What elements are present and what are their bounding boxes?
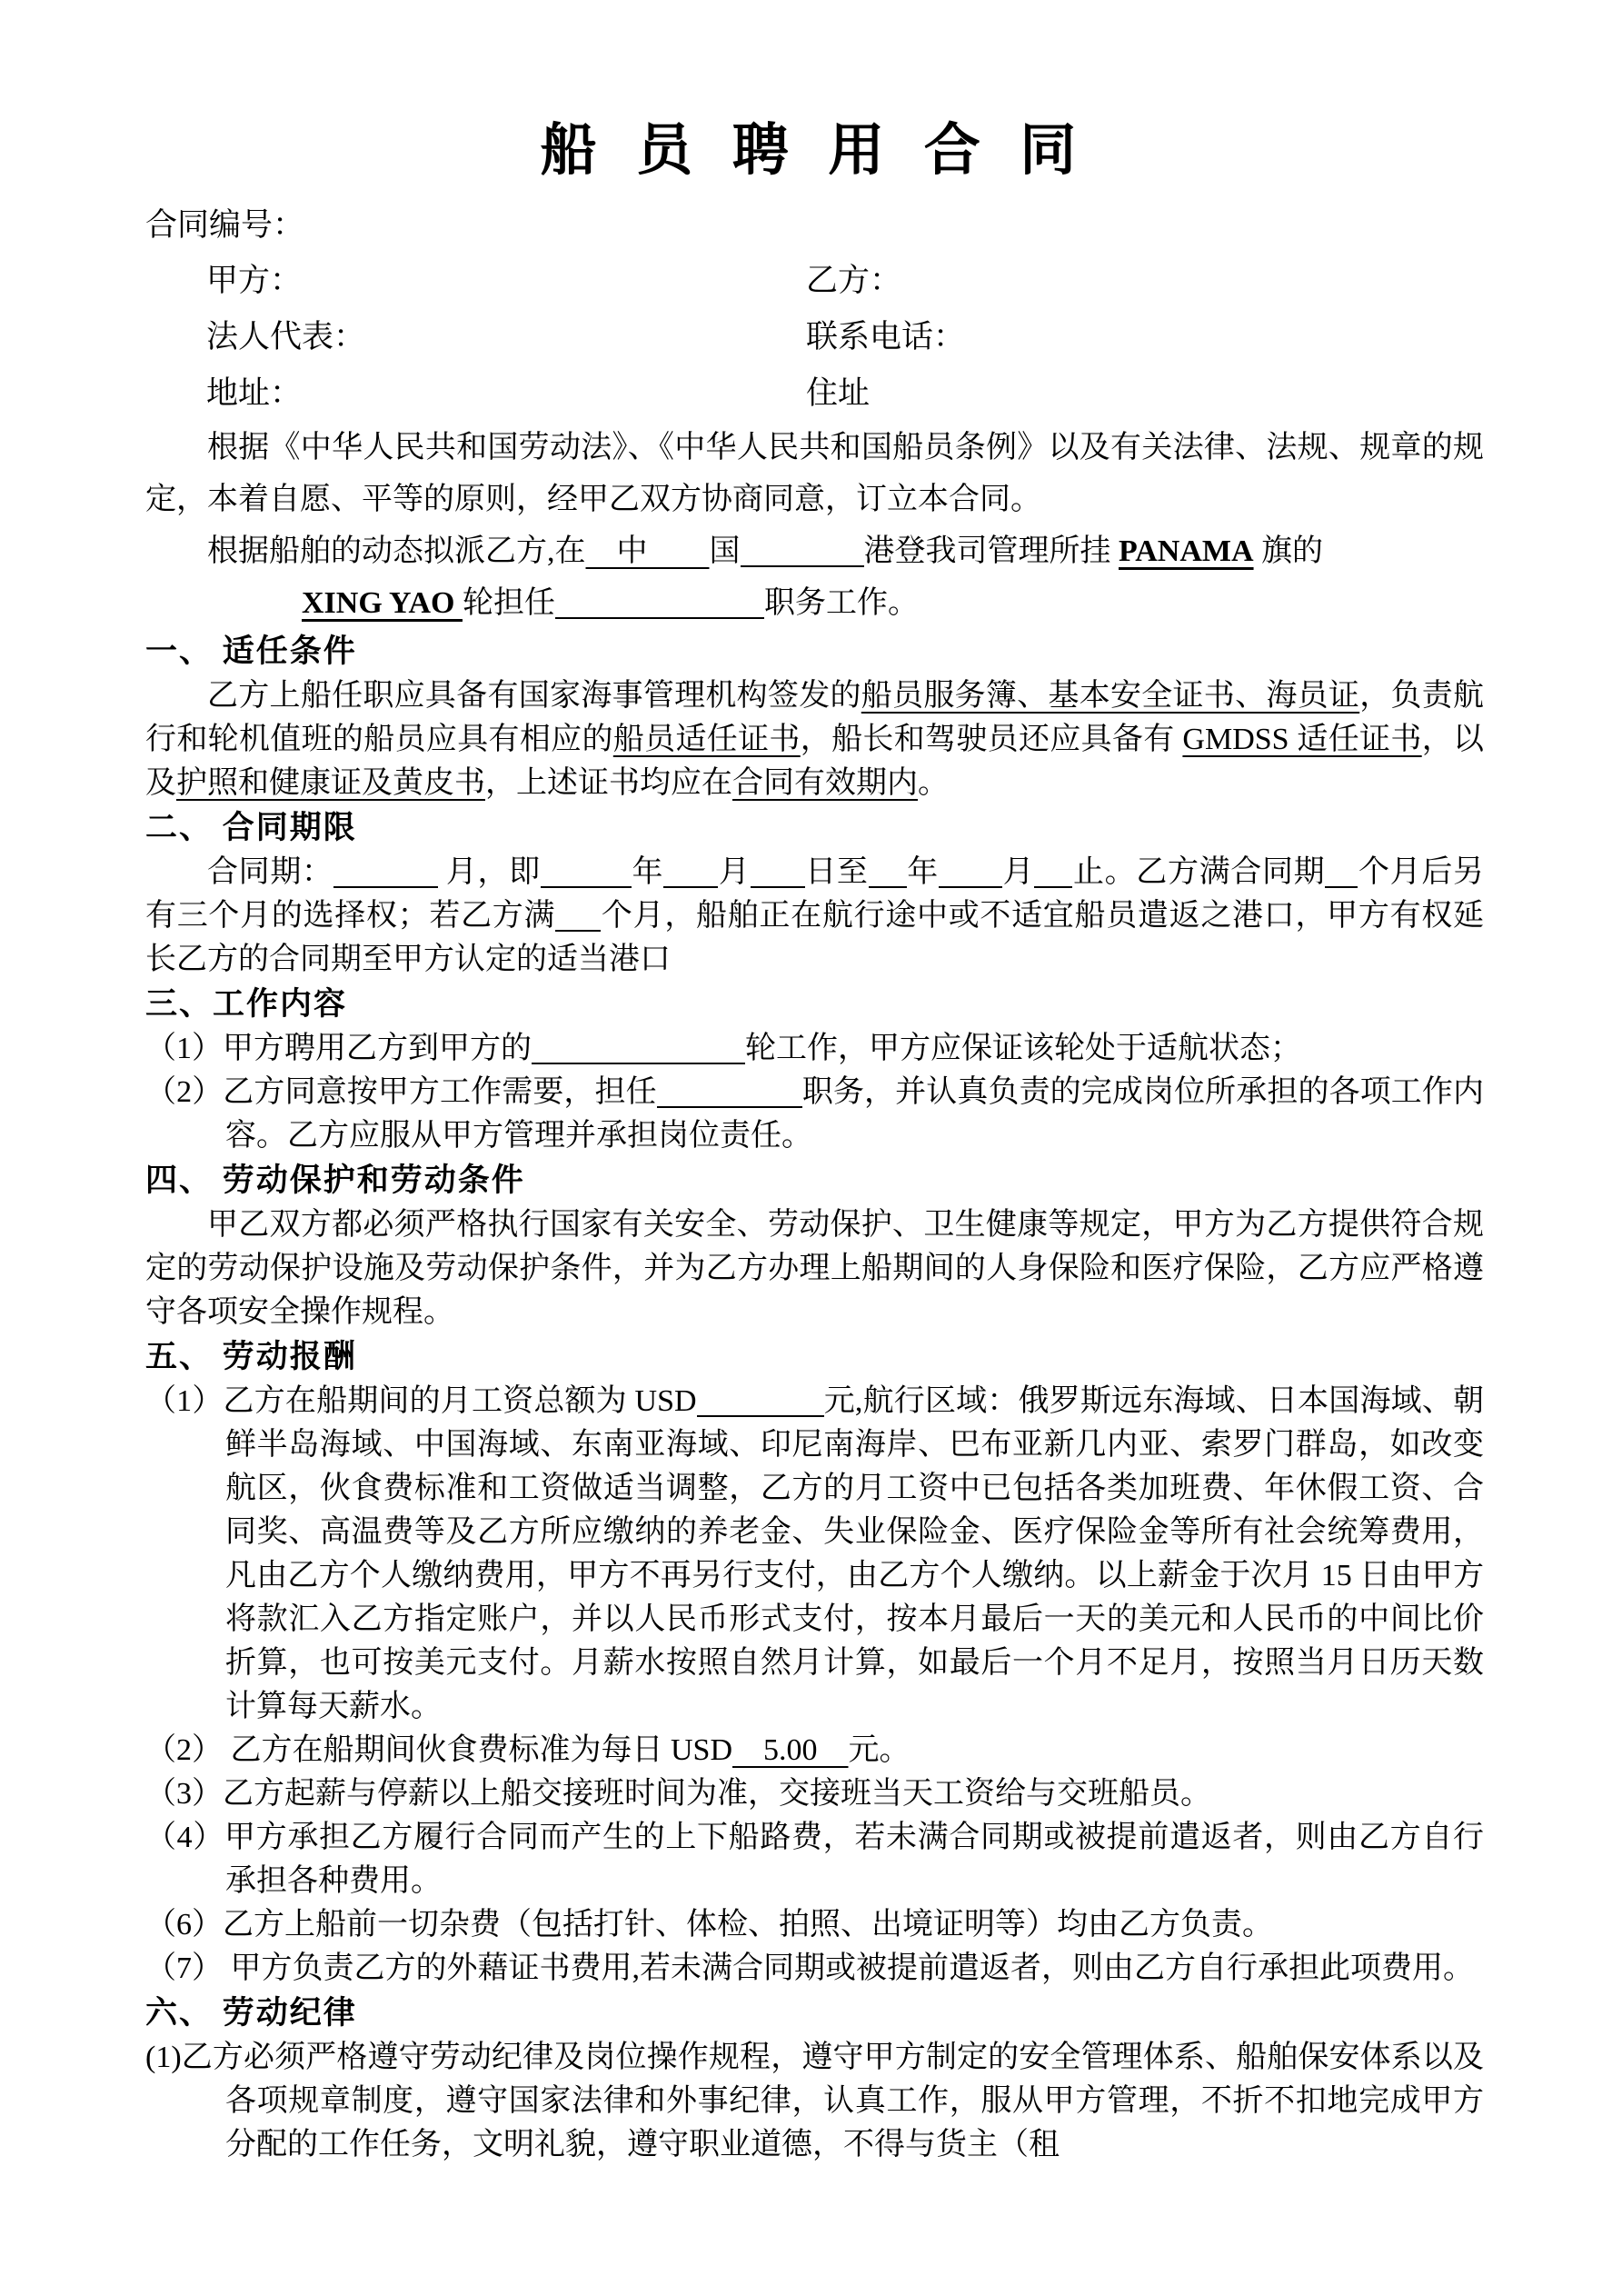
underlined-text: GMDSS 适任证书 (1182, 723, 1422, 756)
fill-in-blank (869, 859, 907, 888)
text-run: ，上述证书均应在 (485, 766, 732, 800)
intro-paragraph-legal-basis: 根据《中华人民共和国劳动法》、《中华人民共和国船员条例》以及有关法律、法规、规章的规定，本着自愿、平等的原则，经甲乙双方协商同意，订立本合同。 (145, 431, 1484, 516)
intro-paragraph-assignment-line-1 (145, 525, 1484, 577)
fill-in-blank (1034, 859, 1072, 888)
text-run: 根据船舶的动态拟派乙方,在 (207, 534, 586, 568)
text-run: 国 (709, 534, 741, 568)
fill-in-blank (555, 590, 764, 619)
text-run: 轮担任 (462, 586, 555, 620)
contract-sections (145, 629, 1484, 2167)
text-run: ，船长和驾驶员还应具备有 (800, 723, 1183, 756)
text-run: 年 (906, 855, 939, 889)
section-heading: 二、 合同期限 (145, 810, 357, 845)
text-run: 甲乙双方都必须严格执行国家有关安全、劳动保护、卫生健康等规定，甲方为乙方提供符合规定的劳动保护设施及劳动保护条件，并为乙方办理上船期间的人身保险和医疗保险，乙方应严格遵守各项安全操作规程。 (145, 1208, 1484, 1329)
contract-clause (145, 674, 1484, 805)
text-run: （7） 甲方负责乙方的外藉证书费用,若未满合同期或被提前遣返者，则由乙方自行承担此项费用。 (145, 1952, 1474, 1985)
text-run: 年 (631, 855, 664, 889)
section-heading: 四、 劳动保护和劳动条件 (145, 1163, 525, 1198)
text-run: （6）乙方上船前一切杂费（包括打针、体检、拍照、出境证明等）均由乙方负责。 (145, 1908, 1273, 1942)
text-run: （2）乙方同意按甲方工作需要，担任 (145, 1075, 657, 1109)
fill-in-blank (333, 859, 438, 888)
text-run: （2） 乙方在船期间伙食费标准为每日 USD (145, 1733, 733, 1767)
contract-clause (145, 2036, 1484, 2167)
text-run: （1）甲方聘用乙方到甲方的 (145, 1032, 532, 1065)
section-heading: 五、 劳动报酬 (145, 1339, 357, 1374)
fill-in-blank (751, 859, 805, 888)
section-work-content (145, 982, 1484, 1158)
text-run: 职务，并认真负责的完成岗位所承担的各项工作内容。乙方应服从甲方管理并承担岗位责任。 (225, 1075, 1485, 1153)
contract-number-label: 合同编号： (145, 207, 305, 243)
party-row (145, 309, 1484, 365)
legal-rep-label: 法人代表： (206, 319, 366, 354)
bold-underlined-text: PANAMA (1119, 534, 1254, 568)
text-run: 止。乙方满合同期 (1072, 855, 1326, 889)
text-run: 轮工作，甲方应保证该轮处于适航状态； (745, 1032, 1301, 1065)
underlined-text: 中 (585, 534, 710, 568)
text-run: 月 (718, 855, 751, 889)
text-run: 乙方上船任职应具备有国家海事管理机构签发的 (207, 679, 861, 713)
contract-clause (145, 1027, 1484, 1071)
text-run: 月，即 (437, 855, 541, 889)
contract-clause (145, 1903, 1484, 1947)
fill-in-blank (741, 538, 864, 567)
text-run: 合同期： (207, 855, 333, 889)
residence-label: 住址 (806, 375, 871, 411)
intro-paragraph-assignment-line-2 (145, 577, 1484, 629)
contract-clause (145, 1729, 1484, 1772)
underlined-text: 护照和健康证及黄皮书 (176, 766, 485, 800)
section-remuneration (145, 1334, 1484, 1991)
text-run: (1)乙方必须严格遵守劳动纪律及岗位操作规程，遵守甲方制定的安全管理体系、船舶保安体系以及各项规章制度，遵守国家法律和外事纪律，认真工作，服从甲方管理，不折不扣地完成甲方分配的工作任务，文明礼貌，遵守职业道德，不得与货主（租 (145, 2041, 1484, 2161)
party-a-label: 甲方： (206, 263, 303, 298)
underlined-text: 船员适任证书 (612, 723, 801, 756)
text-run: 元,航行区域：俄罗斯远东海域、日本国海域、朝鲜半岛海域、中国海域、东南亚海域、印尼南海岸、巴布亚新几内亚、索罗门群岛，如改变航区，伙食费标准和工资做适当调整，乙方的月工资中已包括各类加班费、年休假工资、合同奖、高温费等及乙方所应缴纳的养老金、失业保险金、医疗保险金等所有社会统筹费用，凡由乙方个人缴纳费用，甲方不再另行支付，由乙方个人缴纳。以上薪金于次月 15 日由甲方将款汇入乙方指定账户，并以人民币形式支付，按本月最后一天的美元和人民币的中间比价折算，也可按美元支付。月薪水按照自然月计算，如最后一个月不足月，按照当月日历天数计算每天薪水。 (225, 1384, 1485, 1723)
section-term (145, 805, 1484, 982)
underlined-text: 船员服务簿、基本安全证书、海员证 (861, 679, 1360, 713)
fill-in-blank (939, 859, 1002, 888)
contract-clause (145, 851, 1484, 982)
text-run: 日至 (804, 855, 869, 889)
text-run: 旗的 (1253, 534, 1324, 568)
fill-in-blank (657, 1079, 802, 1108)
section-labor-protection (145, 1158, 1484, 1334)
fill-in-blank (663, 859, 718, 888)
bold-underlined-text: XING YAO (302, 586, 463, 620)
contract-clause (145, 1380, 1484, 1729)
section-heading: 一、 适任条件 (145, 634, 357, 669)
text-run: 港登我司管理所挂 (863, 534, 1119, 568)
address-label: 地址： (206, 375, 303, 411)
text-run: 职务工作。 (763, 586, 919, 620)
text-run: （1）乙方在船期间的月工资总额为 USD (145, 1384, 697, 1418)
underlined-text: 合同有效期内 (732, 766, 918, 800)
section-labor-discipline (145, 1991, 1484, 2167)
text-run: 月 (1001, 855, 1035, 889)
contract-clause (145, 1203, 1484, 1334)
contract-clause (145, 1772, 1484, 1816)
section-qualification (145, 629, 1484, 805)
section-heading: 三、工作内容 (145, 986, 348, 1022)
text-run: ，以及 (145, 723, 1485, 800)
fill-in-blank (555, 903, 601, 932)
contact-phone-label: 联系电话： (806, 319, 966, 354)
text-run: ，负责航行和轮机值班的船员应具有相应的 (145, 679, 1485, 756)
fill-in-blank (697, 1388, 824, 1417)
fill-in-blank (1325, 859, 1358, 888)
party-row (145, 365, 1484, 422)
contract-clause (145, 1816, 1484, 1903)
text-run: （3）乙方起薪与停薪以上船交接班时间为准，交接班当天工资给与交班船员。 (145, 1777, 1211, 1811)
text-run: 个月后另有三个月的选择权；若乙方满 (145, 855, 1484, 933)
text-run: 。 (918, 766, 949, 800)
document-title: 船 员 聘 用 合 同 (540, 120, 1090, 182)
underlined-text: 5.00 (732, 1733, 849, 1767)
text-run: 元。 (848, 1733, 911, 1767)
section-heading: 六、 劳动纪律 (145, 1995, 357, 2031)
text-run: （4）甲方承担乙方履行合同而产生的上下船路费，若未满合同期或被提前遣返者，则由乙方自行承担各种费用。 (145, 1821, 1484, 1898)
party-b-label: 乙方： (806, 263, 902, 298)
fill-in-blank (541, 859, 632, 888)
text-run: 个月，船舶正在航行途中或不适宜船员遣返之港口，甲方有权延长乙方的合同期至甲方认定的适当港口 (145, 899, 1485, 976)
party-info-block (145, 253, 1484, 422)
fill-in-blank (532, 1035, 745, 1064)
contract-clause (145, 1947, 1484, 1991)
contract-clause (145, 1071, 1484, 1158)
party-row (145, 253, 1484, 309)
